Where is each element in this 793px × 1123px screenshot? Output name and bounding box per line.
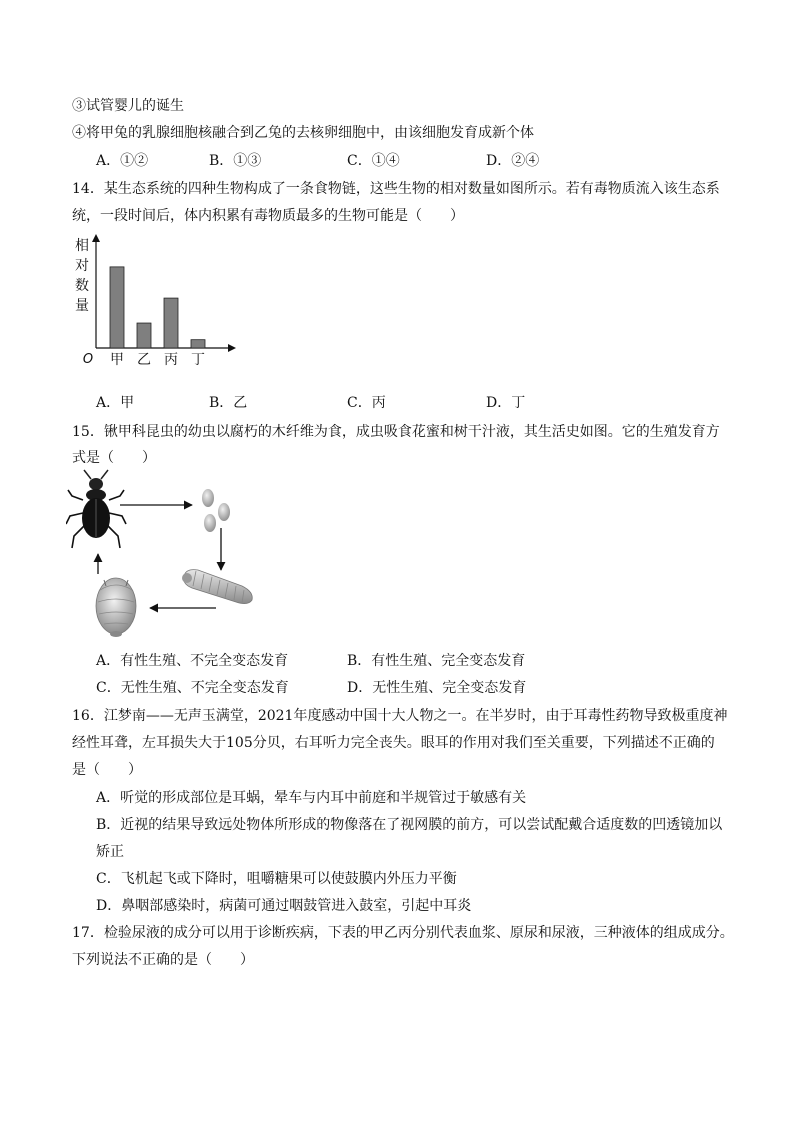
q14-option-b: B．乙 (209, 395, 248, 411)
q14-option-a: A．甲 (96, 395, 135, 411)
bar-丁 (191, 340, 205, 348)
q16-option-d: D．鼻咽部感染时，病菌可通过咽鼓管进入鼓室，引起中耳炎 (96, 898, 472, 914)
bar-甲 (110, 267, 124, 348)
y-axis-label-char: 对 (75, 258, 89, 274)
pupa-icon (96, 578, 136, 637)
q14-stem-line2: 统，一段时间后，体内积累有毒物质最多的生物可能是（ ） (72, 208, 464, 224)
q13-option-c: C．①④ (347, 153, 400, 169)
y-axis-arrow (92, 234, 100, 242)
q16-stem-line1: 16．江梦南——无声玉满堂，2021年度感动中国十大人物之一。在半岁时，由于耳毒性药物导致极重度神 (72, 708, 728, 724)
q17-stem-line1: 17．检验尿液的成分可以用于诊断疾病，下表的甲乙丙分别代表血浆、原尿和尿液，三种液体的组成成分。 (72, 925, 734, 941)
eggs-icon (202, 489, 230, 532)
x-tick-label: 丁 (191, 352, 205, 368)
q16-option-c: C．飞机起飞或下降时，咀嚼糖果可以使鼓膜内外压力平衡 (96, 871, 457, 887)
q14-option-c: C．丙 (347, 395, 386, 411)
x-tick-label: 甲 (110, 352, 124, 368)
x-tick-label: 丙 (164, 352, 178, 368)
relative-quantity-bar-chart (70, 232, 250, 372)
q13-option-d: D．②④ (486, 153, 540, 169)
q16-stem-line2: 经性耳聋，左耳损失大于105分贝，右耳听力完全丧失。眼耳的作用对我们至关重要，下列描述不正确的 (72, 735, 715, 751)
q13-item-4: ④将甲兔的乳腺细胞核融合到乙兔的去核卵细胞中，由该细胞发育成新个体 (72, 125, 534, 141)
q13-item-3: ③试管婴儿的诞生 (72, 98, 184, 114)
bar-乙 (137, 323, 151, 348)
y-axis-label-char: 量 (75, 298, 89, 314)
q14-stem-line1: 14．某生态系统的四种生物构成了一条食物链，这些生物的相对数量如图所示。若有毒物质流入该生态系 (72, 181, 720, 197)
q17-stem-line2: 下列说法不正确的是（ ） (72, 952, 254, 968)
q13-option-b: B．①③ (209, 153, 262, 169)
x-tick-label: 乙 (137, 352, 151, 368)
x-axis-arrow (228, 344, 236, 352)
q15-option-a: A．有性生殖、不完全变态发育 (96, 653, 289, 669)
q15-option-c: C．无性生殖、不完全变态发育 (96, 680, 289, 696)
y-axis-label-char: 数 (75, 278, 89, 294)
q15-option-b: B．有性生殖、完全变态发育 (347, 653, 526, 669)
q16-option-b-line1: B．近视的结果导致远处物体所形成的物像落在了视网膜的前方，可以尝试配戴合适度数的凹透镜加以 (96, 817, 723, 833)
q16-option-b-line2: 矫正 (96, 844, 124, 860)
q16-stem-line3: 是（ ） (72, 762, 142, 778)
q15-option-d: D．无性生殖、完全变态发育 (347, 680, 527, 696)
adult-beetle-icon (66, 470, 126, 548)
chart-bars (110, 267, 205, 348)
q13-option-a: A．①② (96, 153, 149, 169)
larva-icon (182, 570, 252, 604)
bar-丙 (164, 298, 178, 348)
q15-stem-line2: 式是（ ） (72, 450, 156, 466)
y-axis-label-char: 相 (75, 238, 89, 254)
q16-option-a: A．听觉的形成部位是耳蜗，晕车与内耳中前庭和半规管过于敏感有关 (96, 790, 527, 806)
origin-label: O (82, 352, 94, 367)
q14-option-d: D．丁 (486, 395, 526, 411)
beetle-life-cycle-diagram (66, 468, 266, 648)
q15-stem-line1: 15．锹甲科昆虫的幼虫以腐朽的木纤维为食，成虫吸食花蜜和树干汁液，其生活史如图。它的生殖发育方 (72, 424, 720, 440)
